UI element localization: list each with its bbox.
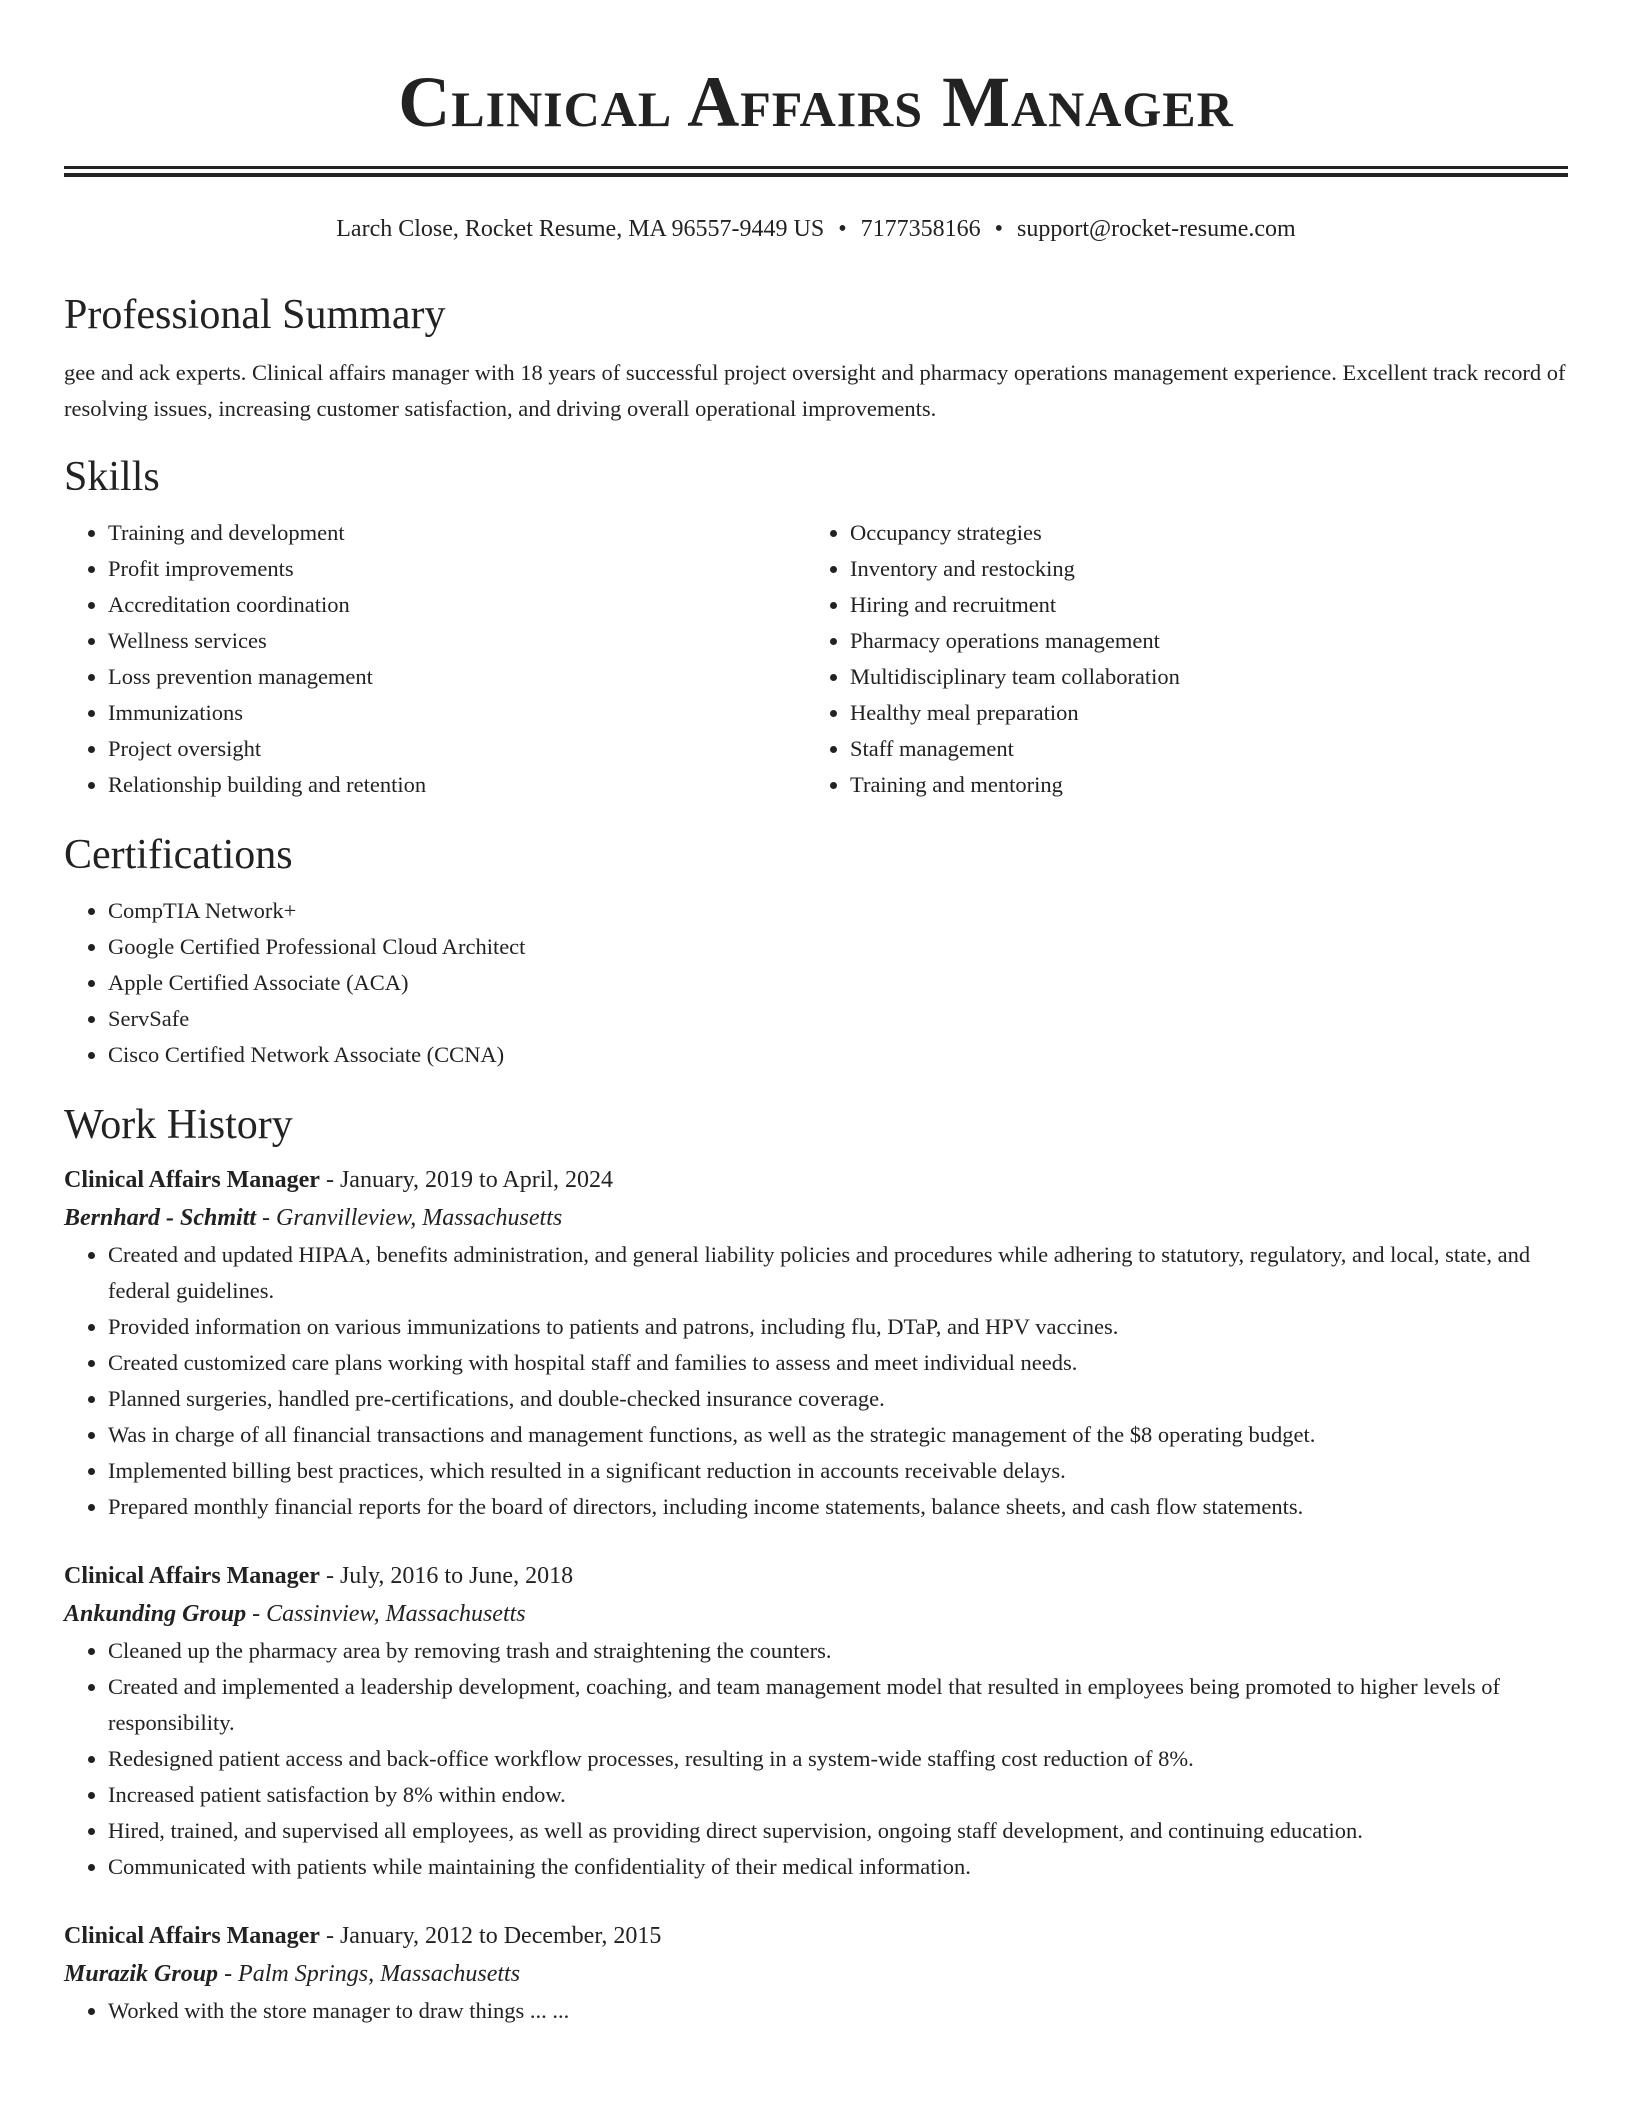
skills-left-column <box>64 515 806 803</box>
skills-right-list <box>806 515 1548 803</box>
skills-right-column <box>806 515 1548 803</box>
job-entry <box>64 1161 1568 1525</box>
certifications-list <box>64 893 1568 1073</box>
certifications-section <box>64 829 1568 1073</box>
job-duties-list <box>64 1633 1568 1885</box>
certification-item: • Cisco Certified Network Associate (CCNA) <box>108 1037 1568 1073</box>
certifications-heading: Certifications <box>64 832 293 878</box>
skill-item: • Project oversight <box>108 731 806 767</box>
skill-item: • Staff management <box>850 731 1548 767</box>
certification-item: • Google Certified Professional Cloud Architect <box>108 929 1568 965</box>
job-duty-item: • Created and implemented a leadership development, coaching, and team management model that resulted in employees being promoted to higher levels of responsibility. <box>108 1669 1568 1741</box>
job-duty-item: • Redesigned patient access and back-office workflow processes, resulting in a system-wide staffing cost reduction of 8%. <box>108 1741 1568 1777</box>
skills-left-list <box>64 515 806 803</box>
contact-separator: • <box>994 216 1004 242</box>
skill-item: • Multidisciplinary team collaboration <box>850 659 1548 695</box>
job-header <box>64 1917 1568 1955</box>
skill-item: • Relationship building and retention <box>108 767 806 803</box>
skill-item: • Inventory and restocking <box>850 551 1548 587</box>
contact-line <box>64 213 1568 245</box>
skill-item: • Training and development <box>108 515 806 551</box>
contact-phone[interactable]: 7177358166 <box>860 216 981 242</box>
job-company: Ankunding Group <box>64 1601 247 1627</box>
contact-address: Larch Close, Rocket Resume, MA 96557-9449 US <box>336 216 825 242</box>
job-duty-item: • Created customized care plans working with hospital staff and families to assess and meet individual needs. <box>108 1345 1568 1381</box>
skill-item: • Pharmacy operations management <box>850 623 1548 659</box>
job-dates: - January, 2012 to December, 2015 <box>319 1923 662 1949</box>
skill-item: • Healthy meal preparation <box>850 695 1548 731</box>
job-duty-item: • Worked with the store manager to draw things ... ... <box>108 1993 1568 2029</box>
job-title: Clinical Affairs Manager <box>64 1563 320 1589</box>
job-duties-list <box>64 1993 1568 2029</box>
job-location: - Cassinview, Massachusetts <box>246 1601 526 1627</box>
summary-heading: Professional Summary <box>64 292 446 338</box>
job-duty-item: • Planned surgeries, handled pre-certifications, and double-checked insurance coverage. <box>108 1381 1568 1417</box>
job-duty-item: • Communicated with patients while maintaining the confidentiality of their medical information. <box>108 1849 1568 1885</box>
job-company: Bernhard - Schmitt <box>64 1205 257 1231</box>
job-company: Murazik Group <box>64 1961 219 1987</box>
skill-item: • Profit improvements <box>108 551 806 587</box>
certification-item: • CompTIA Network+ <box>108 893 1568 929</box>
job-title: Clinical Affairs Manager <box>64 1167 320 1193</box>
skill-item: • Hiring and recruitment <box>850 587 1548 623</box>
job-duty-item: • Created and updated HIPAA, benefits administration, and general liability policies and procedures while adhering to statutory, regulatory, and local, state, and federal guidelines. <box>108 1237 1568 1309</box>
job-location: - Palm Springs, Massachusetts <box>218 1961 521 1987</box>
job-location: - Granvilleview, Massachusetts <box>256 1205 563 1231</box>
job-employer-line <box>64 1955 1568 1993</box>
job-dates: - July, 2016 to June, 2018 <box>319 1563 574 1589</box>
contact-separator: • <box>838 216 847 242</box>
job-entry <box>64 1917 1568 2029</box>
job-duty-item: • Was in charge of all financial transactions and management functions, as well as the strategic management of the $8 operating budget. <box>108 1417 1568 1453</box>
skill-item: • Wellness services <box>108 623 806 659</box>
certification-item: • Apple Certified Associate (ACA) <box>108 965 1568 1001</box>
contact-email[interactable]: support@rocket-resume.com <box>1017 216 1296 242</box>
job-duty-item: • Increased patient satisfaction by 8% within endow. <box>108 1777 1568 1813</box>
job-dates: - January, 2019 to April, 2024 <box>319 1167 614 1193</box>
job-duty-item: • Implemented billing best practices, which resulted in a significant reduction in accounts receivable delays. <box>108 1453 1568 1489</box>
skill-item: • Loss prevention management <box>108 659 806 695</box>
job-duties-list <box>64 1237 1568 1525</box>
skill-item: • Accreditation coordination <box>108 587 806 623</box>
skills-section <box>64 451 1568 803</box>
job-duty-item: • Prepared monthly financial reports for the board of directors, including income statements, balance sheets, and cash flow statements. <box>108 1489 1568 1525</box>
job-entry <box>64 1557 1568 1885</box>
work-history-section <box>64 1099 1568 2029</box>
skill-item: • Immunizations <box>108 695 806 731</box>
job-duty-item: • Provided information on various immunizations to patients and patrons, including flu, DTaP, and HPV vaccines. <box>108 1309 1568 1345</box>
skill-item: • Training and mentoring <box>850 767 1548 803</box>
job-duty-item: • Cleaned up the pharmacy area by removing trash and straightening the counters. <box>108 1633 1568 1669</box>
summary-section <box>64 289 1568 427</box>
job-employer-line <box>64 1199 1568 1237</box>
job-title: Clinical Affairs Manager <box>64 1923 320 1949</box>
summary-text: gee and ack experts. Clinical affairs manager with 18 years of successful project oversight and pharmacy operations management experience. Excellent track record of resolving issues, increasing customer satisfaction, and driving overall operational improvements. <box>64 360 1566 421</box>
skills-columns <box>64 515 1568 803</box>
job-employer-line <box>64 1595 1568 1633</box>
job-duty-item: • Hired, trained, and supervised all employees, as well as providing direct supervision, ongoing staff development, and continuing education. <box>108 1813 1568 1849</box>
job-header <box>64 1557 1568 1595</box>
resume-title: Clinical Affairs Manager <box>398 62 1234 142</box>
job-header <box>64 1161 1568 1199</box>
certification-item: • ServSafe <box>108 1001 1568 1037</box>
skills-heading: Skills <box>64 454 160 500</box>
title-divider <box>64 166 1568 177</box>
work-history-heading: Work History <box>64 1102 293 1148</box>
skill-item: • Occupancy strategies <box>850 515 1548 551</box>
